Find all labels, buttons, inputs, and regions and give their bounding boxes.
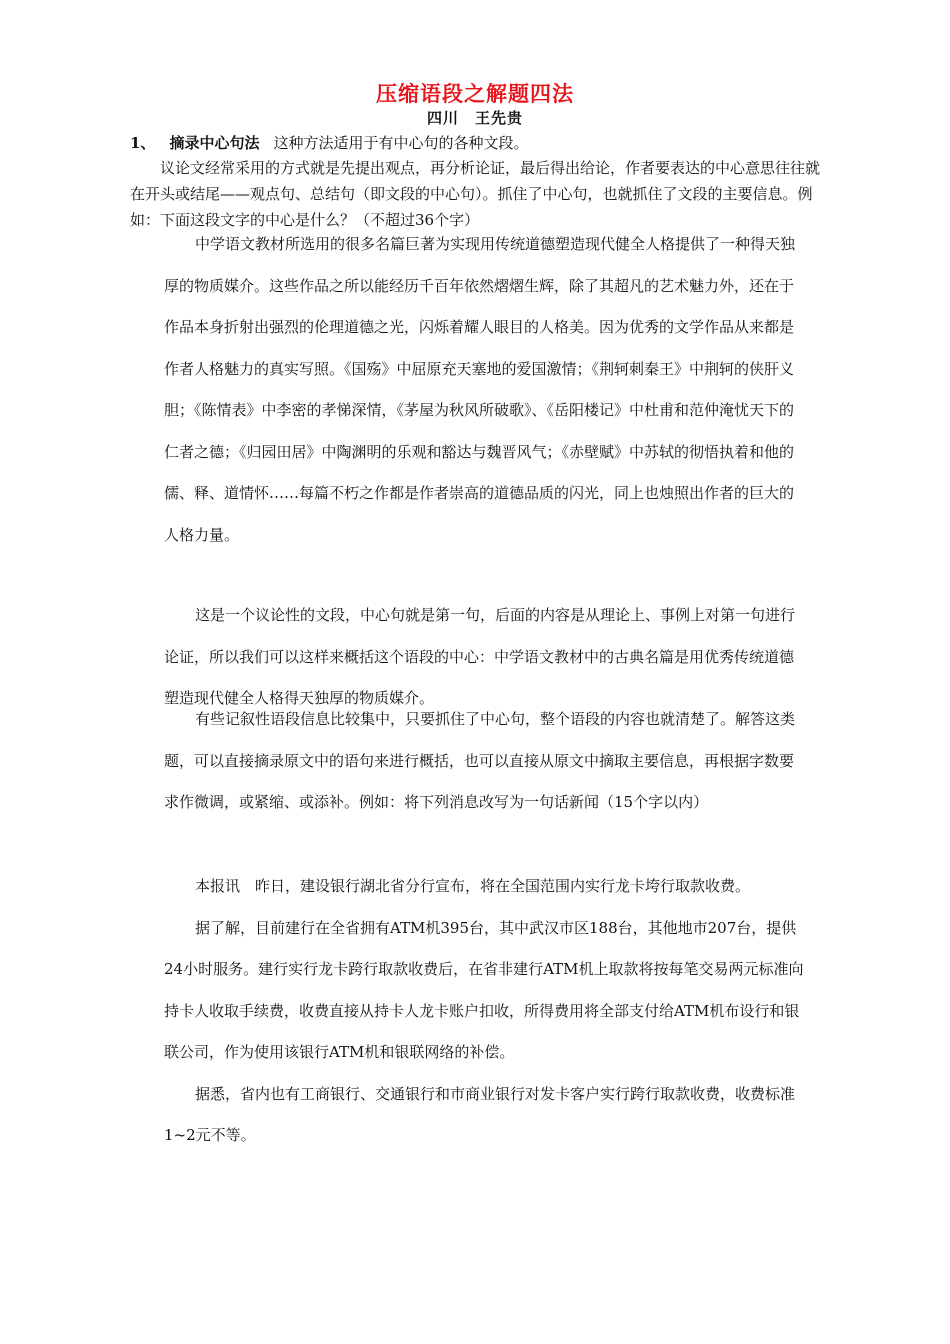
section-heading: 摘录中心句法 <box>169 134 260 152</box>
document-title: 压缩语段之解题四法 <box>376 81 574 106</box>
narrative-block <box>164 699 804 824</box>
section-1-header <box>130 133 528 153</box>
author-line: 四川 王先贵 <box>426 109 523 127</box>
section-number: 1、 <box>130 134 156 152</box>
example-passage-block <box>164 224 804 556</box>
news-paragraph: 据悉，省内也有工商银行、交通银行和市商业银行对发卡客户实行跨行取款收费，收费标准1~2元不等。 <box>164 1084 796 1144</box>
analysis-paragraph: 这是一个议论性的文段，中心句就是第一句，后面的内容是从理论上、事例上对第一句进行论证，所以我们可以这样来概括这个语段的中心：中学语文教材中的古典名篇是用优秀传统道德塑造现代健全人格得天独厚的物质媒介。 <box>164 606 796 707</box>
section-description: 这种方法适用于有中心句的各种文段。 <box>273 134 529 152</box>
news-block <box>164 866 804 1157</box>
example-passage: 中学语文教材所选用的很多名篇巨著为实现用传统道德塑造现代健全人格提供了一种得天独厚的物质媒介。这些作品之所以能经历千百年依然熠熠生辉，除了其超凡的艺术魅力外，还在于作品本身折射出强烈的伦理道德之光，闪烁着耀人眼目的人格美。因为优秀的文学作品从来都是作者人格魅力的真实写照。《国殇》中屈原充天塞地的爱国激情；《荆轲刺秦王》中荆轲的侠肝义胆；《陈情表》中李密的孝悌深情，《茅屋为秋风所破歌》、《岳阳楼记》中杜甫和范仲淹忧天下的仁者之德；《归园田居》中陶渊明的乐观和豁达与魏晋风气；《赤壁赋》中苏轼的彻悟执着和他的儒、释、道情怀……每篇不朽之作都是作者崇高的道德品质的闪光，同上也烛照出作者的巨大的人格力量。 <box>164 235 796 544</box>
news-paragraph: 本报讯 昨日，建设银行湖北省分行宣布，将在全国范围内实行龙卡垮行取款收费。 <box>195 877 751 895</box>
intro-paragraph: 议论文经常采用的方式就是先提出观点，再分析论证，最后得出给论，作者要表达的中心意思往往就在开头或结尾——观点句、总结句（即文段的中心句）。抓住了中心句，也就抓住了文段的主要信息。例如：下面这段文字的中心是什么？（不超过36个字） <box>130 159 821 229</box>
intro-paragraph-block <box>130 155 826 233</box>
narrative-paragraph: 有些记叙性语段信息比较集中，只要抓住了中心句，整个语段的内容也就清楚了。解答这类题，可以直接摘录原文中的语句来进行概括，也可以直接从原文中摘取主要信息，再根据字数要求作微调，或紧缩、或添补。例如：将下列消息改写为一句话新闻（15个字以内） <box>164 710 796 811</box>
news-paragraph: 据了解，目前建行在全省拥有ATM机395台，其中武汉市区188台，其他地市207台，提供24小时服务。建行实行龙卡跨行取款收费后，在省非建行ATM机上取款将按每笔交易两元标准向持卡人收取手续费，收费直接从持卡人龙卡账户扣收，所得费用将全部支付给ATM机布设行和银联公司，作为使用该银行ATM机和银联网络的补偿。 <box>164 918 804 1061</box>
